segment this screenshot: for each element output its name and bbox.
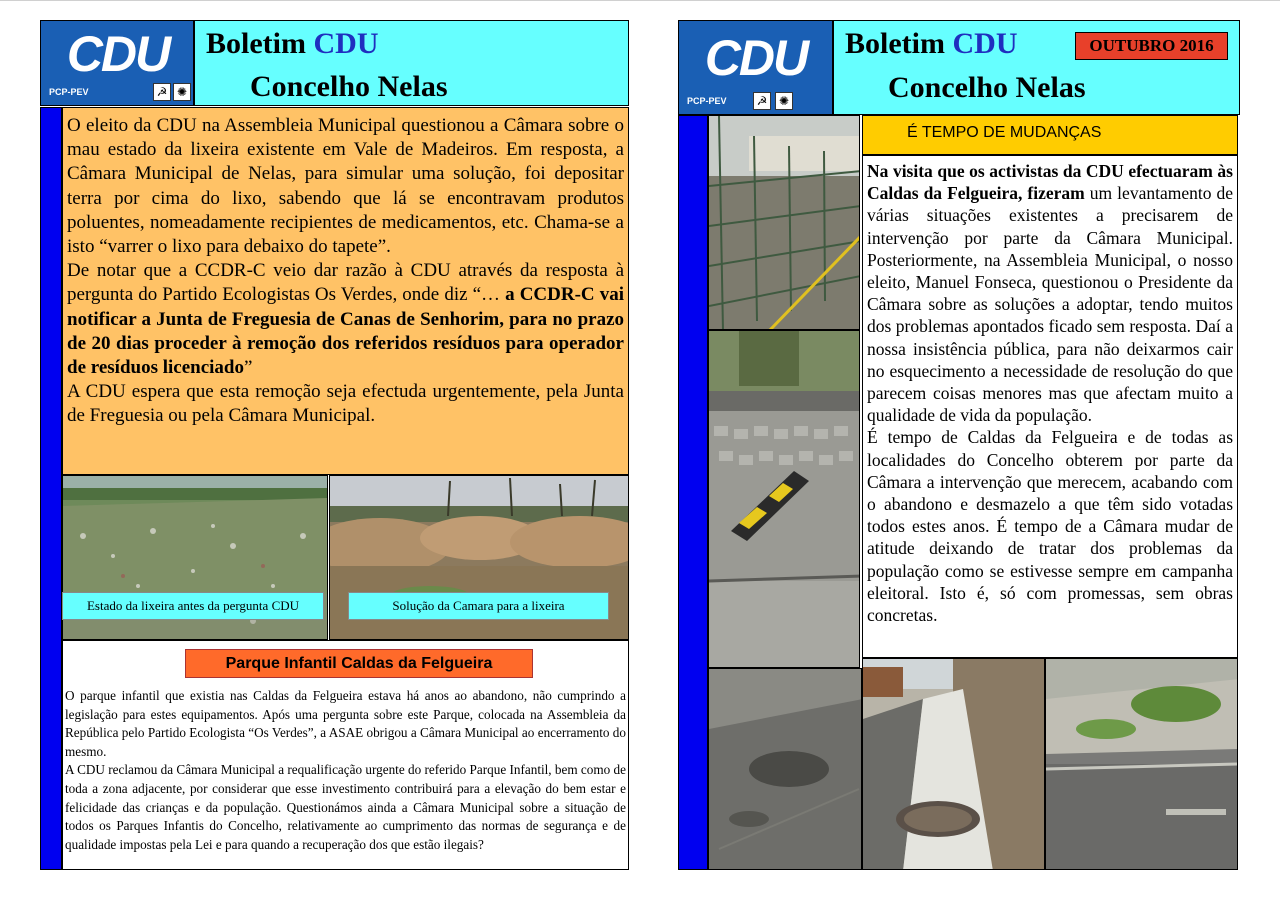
logo-subtitle: PCP-PEV bbox=[687, 96, 727, 106]
logo-text: CDU bbox=[704, 30, 808, 86]
header-concelho: Concelho Nelas bbox=[888, 71, 1086, 104]
article-paragraph: O eleito da CDU na Assembleia Municipal questionou a Câmara sobre o mau estado da lixeira existente em Vale de Madeiros. Em resposta, a Câmara Municipal de Nelas, para simular uma solução, foi depositar terra por cima do lixo, sabendo que lá se encontravam produtos poluentes, nomeadamente recipientes de medicamentos, etc. Chama-se a isto “varrer o lixo para debaixo do tapete”. bbox=[67, 115, 624, 258]
hammer-sickle-icon: ☭ bbox=[753, 92, 771, 110]
park-paragraph: A CDU reclamou da Câmara Municipal a requalificação urgente do referido Parque Infantil, bem como de toda a zona adjacente, por considerar que esse investimento contribuirá para a elevação do bem estar e felicidade das crianças e da população. Questionámos ainda a Câmara Municipal sobre a situação de todos os Parques Infantis do Concelho, relativamente ao cumprimento das normas de segurança e de qualidade impostas pela Lei e para quando a recuperação dos que estão ilegais? bbox=[65, 762, 626, 852]
park-article bbox=[62, 640, 629, 870]
park-paragraph: O parque infantil que existia nas Caldas da Felgueira estava há anos ao abandono, não cumprindo a legislação para estes equipamentos. Após uma pergunta sobre este Parque, colocada na Assembleia da República pelo Partido Ecologista “Os Verdes”, a ASAE obrigou a Câmara Municipal ao encerramento do mesmo. bbox=[65, 688, 626, 759]
sun-icon: ✺ bbox=[775, 92, 793, 110]
park-text bbox=[65, 687, 626, 854]
park-title: Parque Infantil Caldas da Felgueira bbox=[185, 649, 533, 678]
article-paragraph: A CDU espera que esta remoção seja efectuda urgentemente, pela Junta de Freguesia ou pela Câmara Municipal. bbox=[67, 381, 624, 427]
right-cdu-logo bbox=[678, 20, 833, 115]
left-cdu-logo bbox=[40, 20, 194, 106]
photo-fence bbox=[708, 115, 860, 330]
logo-text: CDU bbox=[66, 26, 170, 82]
photo-grass-street bbox=[1045, 658, 1238, 870]
mudancas-article bbox=[862, 155, 1238, 658]
article-paragraph: De notar que a CCDR-C veio dar razão à CDU através da resposta à pergunta do Partido Ecologistas Os Verdes, onde diz “… a CCDR-C vai notificar a Junta de Freguesia de Canas de Senhorim, para no prazo de 20 dias proceder à remoção dos referidos resíduos para operador de resíduos licenciado” bbox=[67, 260, 624, 379]
photo-pothole bbox=[708, 668, 862, 870]
photo-sidewalk bbox=[862, 658, 1045, 870]
lixeira-article bbox=[62, 107, 629, 475]
header-concelho: Concelho Nelas bbox=[250, 70, 448, 103]
article-paragraph: Na visita que os activistas da CDU efectuaram às Caldas da Felgueira, fizeram um levantamento de várias situações existentes a precisarem de intervenção por parte da Câmara Municipal. Posteriormente, na Assembleia Municipal, o nosso eleito, Manuel Fonseca, questionou o Presidente da Câmara sobre as soluções a adoptar, tendo muitos dos problemas apontados ficado sem resposta. Daí a nossa insistência pública, para não deixarmos cair no esquecimento a necessidade de resolução do que parecem coisas menores mas que afectam muito a qualidade de vida da população. bbox=[867, 161, 1233, 426]
header-title: Boletim CDU bbox=[206, 27, 379, 60]
header-cdu: CDU bbox=[952, 27, 1018, 60]
hammer-sickle-icon: ☭ bbox=[153, 83, 171, 101]
left-blue-stripe bbox=[40, 107, 62, 870]
header-cdu: CDU bbox=[313, 27, 379, 60]
article-paragraph: É tempo de Caldas da Felgueira e de todas as localidades do Concelho obterem por parte da Câmara a intervenção que merecem, acabando com o abandono e desmazelo a que têm sido votadas todos estes anos. É tempo de a Câmara mudar de atitude deixando de tratar dos problemas da população como se estivesse sempre em campanha eleitoral. Isto é, só com promessas, sem obras concretas. bbox=[867, 427, 1233, 626]
caption-dump-before: Estado da lixeira antes da pergunta CDU bbox=[62, 592, 324, 620]
caption-dump-solution: Solução da Camara para a lixeira bbox=[348, 592, 609, 620]
logo-subtitle: PCP-PEV bbox=[49, 87, 89, 97]
photo-speed-bump bbox=[708, 330, 860, 668]
sun-icon: ✺ bbox=[173, 83, 191, 101]
right-blue-stripe bbox=[678, 115, 708, 870]
date-badge: OUTUBRO 2016 bbox=[1075, 32, 1228, 60]
header-title: Boletim CDU bbox=[845, 27, 1018, 60]
section-title: É TEMPO DE MUDANÇAS bbox=[862, 115, 1238, 155]
left-header bbox=[194, 20, 629, 106]
